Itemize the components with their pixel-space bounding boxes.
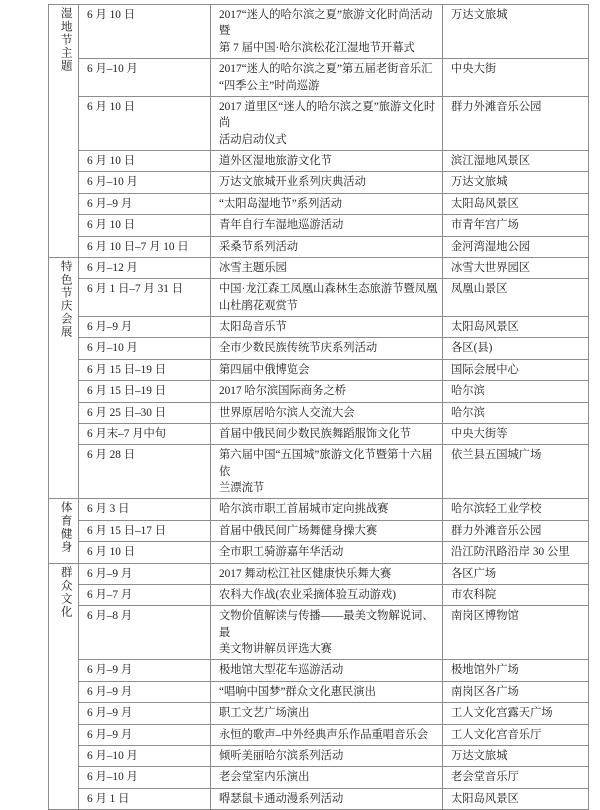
activity-name-cell — [211, 279, 443, 317]
category-cell — [49, 5, 79, 258]
table-row — [49, 359, 589, 380]
activity-name-line-1: 首届中俄民间少数民族舞蹈服饰文化节 — [219, 427, 412, 440]
activity-name-line-2: “四季公主”时尚巡游 — [219, 79, 320, 92]
venue-cell: 金河湾湿地公园 — [443, 236, 589, 257]
activity-name-line-1: 2017“迷人的哈尔滨之夏”旅游文化时尚活动暨 — [219, 9, 433, 38]
activity-name-line-1: 万达文旅城开业系列庆典活动 — [219, 176, 366, 189]
activity-name-line-1: 倾听美丽哈尔滨系列活动 — [219, 749, 344, 762]
activity-name-line-1: 老会堂室内乐演出 — [219, 771, 310, 784]
date-cell: 6 月–8 月 — [79, 606, 211, 660]
activity-name-line-1: “太阳岛湿地节”系列活动 — [219, 197, 342, 210]
date-cell: 6 月 15 日–19 日 — [79, 381, 211, 402]
activity-name-line-1: 2017“迷人的哈尔滨之夏”第五届老街音乐汇 — [219, 63, 433, 76]
venue-cell: 哈尔滨轻工业学校 — [443, 499, 589, 520]
venue-cell: 滨江湿地风景区 — [443, 151, 589, 172]
activity-name-line-1: “唱响中国梦”群众文化惠民演出 — [219, 685, 376, 698]
activity-name-cell — [211, 660, 443, 681]
activity-name-cell — [211, 703, 443, 724]
date-cell: 6 月 10 日–7 月 10 日 — [79, 236, 211, 257]
activity-name-line-1: 第四届中俄博览会 — [219, 363, 310, 376]
date-cell: 6 月–9 月 — [79, 703, 211, 724]
table-row — [49, 338, 589, 359]
venue-cell: 国际会展中心 — [443, 359, 589, 380]
date-cell: 6 月 1 日 — [79, 788, 211, 809]
activity-name-line-1: 采桑节系列活动 — [219, 240, 299, 253]
date-cell: 6 月–9 月 — [79, 660, 211, 681]
activity-name-cell — [211, 606, 443, 660]
table-row — [49, 767, 589, 788]
date-cell: 6 月–9 月 — [79, 193, 211, 214]
venue-cell: 市青年宫广场 — [443, 215, 589, 236]
table-row — [49, 5, 589, 59]
venue-cell: 沿江防汛路沿岸 30 公里 — [443, 542, 589, 563]
activity-name-line-1: 中国·龙江森工凤凰山森林生态旅游节暨凤凰 — [219, 283, 438, 296]
activity-name-cell — [211, 423, 443, 444]
date-cell: 6 月 1 日–7 月 31 日 — [79, 279, 211, 317]
date-cell: 6 月 15 日–19 日 — [79, 359, 211, 380]
category-label: 湿地节主题 — [59, 7, 73, 73]
activity-name-cell — [211, 499, 443, 520]
table-row — [49, 563, 589, 584]
date-cell: 6 月–10 月 — [79, 338, 211, 359]
venue-cell: 南岗区博物馆 — [443, 606, 589, 660]
table-row — [49, 542, 589, 563]
activity-name-line-1: 太阳岛音乐节 — [219, 321, 287, 333]
activity-name-line-1: 青年自行车湿地巡游活动 — [219, 219, 344, 232]
event-schedule-table — [48, 4, 589, 810]
activity-name-line-1: 极地馆大型花车巡游活动 — [219, 664, 344, 677]
date-cell: 6 月–9 月 — [79, 563, 211, 584]
date-cell: 6 月–10 月 — [79, 767, 211, 788]
activity-name-cell — [211, 788, 443, 809]
date-cell: 6 月–9 月 — [79, 317, 211, 338]
venue-cell: 各区广场 — [443, 563, 589, 584]
activity-name-line-1: 冰雪主题乐园 — [219, 261, 287, 274]
table-row — [49, 215, 589, 236]
venue-cell: 中央大街 — [443, 59, 589, 97]
activity-name-cell — [211, 59, 443, 97]
venue-cell: 万达文旅城 — [443, 5, 589, 59]
category-cell — [49, 257, 79, 499]
activity-name-cell — [211, 563, 443, 584]
activity-name-line-1: 农科大作战(农业采摘体验互动游戏) — [219, 588, 396, 601]
activity-name-cell — [211, 359, 443, 380]
category-label: 特色节庆会展 — [59, 259, 73, 339]
activity-name-line-1: 2017 哈尔滨国际商务之桥 — [219, 385, 347, 398]
venue-cell: 各区(县) — [443, 338, 589, 359]
activity-name-cell — [211, 584, 443, 605]
activity-name-cell — [211, 402, 443, 423]
activity-name-cell — [211, 381, 443, 402]
activity-name-cell — [211, 745, 443, 766]
activity-name-line-1: 道外区湿地旅游文化节 — [219, 155, 332, 167]
category-cell — [49, 499, 79, 563]
activity-name-cell — [211, 542, 443, 563]
table-row — [49, 257, 589, 278]
activity-name-cell — [211, 520, 443, 541]
table-row — [49, 724, 589, 745]
date-cell: 6 月 3 日 — [79, 499, 211, 520]
table-row — [49, 703, 589, 724]
venue-cell: 哈尔滨 — [443, 381, 589, 402]
table-row — [49, 445, 589, 499]
date-cell: 6 月–10 月 — [79, 172, 211, 193]
venue-cell: 群力外滩音乐公园 — [443, 520, 589, 541]
activity-name-line-1: 世界原居哈尔滨人交流大会 — [219, 406, 355, 419]
venue-cell: 哈尔滨 — [443, 402, 589, 423]
venue-cell: 冰雪大世界园区 — [443, 257, 589, 278]
activity-name-cell — [211, 172, 443, 193]
activity-name-line-1: 哈尔滨市职工首届城市定向挑战赛 — [219, 503, 389, 516]
activity-name-line-1: 首届中俄民间广场舞健身操大赛 — [219, 524, 378, 537]
table-row — [49, 236, 589, 257]
date-cell: 6 月 28 日 — [79, 445, 211, 499]
activity-name-cell — [211, 151, 443, 172]
venue-cell: 万达文旅城 — [443, 745, 589, 766]
table-row — [49, 96, 589, 150]
venue-cell: 极地馆外广场 — [443, 660, 589, 681]
date-cell: 6 月末–7 月中旬 — [79, 423, 211, 444]
venue-cell: 老会堂音乐厅 — [443, 767, 589, 788]
activity-name-cell — [211, 257, 443, 278]
venue-cell: 中央大街等 — [443, 423, 589, 444]
date-cell: 6 月–9 月 — [79, 681, 211, 702]
activity-name-cell — [211, 681, 443, 702]
activity-name-cell — [211, 317, 443, 338]
venue-cell: 市农科院 — [443, 584, 589, 605]
table-row — [49, 745, 589, 766]
venue-cell: 依兰县五国城广场 — [443, 445, 589, 499]
date-cell: 6 月 10 日 — [79, 542, 211, 563]
date-cell: 6 月 10 日 — [79, 151, 211, 172]
table-row — [49, 59, 589, 97]
activity-name-line-1: 全市职工骑游嘉年华活动 — [219, 546, 344, 559]
venue-cell: 工人文化宫露天广场 — [443, 703, 589, 724]
category-cell — [49, 563, 79, 810]
activity-name-line-2: 兰漂流节 — [219, 482, 265, 494]
table-row — [49, 151, 589, 172]
date-cell: 6 月 10 日 — [79, 5, 211, 59]
activity-name-line-1: 嘚瑟鼠卡通动漫系列活动 — [219, 792, 344, 805]
table-row — [49, 193, 589, 214]
date-cell: 6 月–10 月 — [79, 59, 211, 97]
category-label: 体育健身 — [59, 501, 73, 554]
table-row — [49, 660, 589, 681]
table-row — [49, 279, 589, 317]
date-cell: 6 月–9 月 — [79, 724, 211, 745]
activity-name-line-2: 美文物讲解员评选大赛 — [219, 643, 332, 655]
activity-name-cell — [211, 445, 443, 499]
table-row — [49, 499, 589, 520]
venue-cell: 南岗区各广场 — [443, 681, 589, 702]
date-cell: 6 月 10 日 — [79, 215, 211, 236]
activity-name-line-1: 2017 舞动松江社区健康快乐舞大赛 — [219, 567, 392, 580]
table-body — [49, 5, 589, 810]
table-row — [49, 584, 589, 605]
venue-cell: 群力外滩音乐公园 — [443, 96, 589, 150]
date-cell: 6 月 15 日–17 日 — [79, 520, 211, 541]
activity-name-line-2: 活动启动仪式 — [219, 133, 287, 146]
activity-name-line-2: 山杜鹃花观赏节 — [219, 299, 299, 312]
date-cell: 6 月 10 日 — [79, 96, 211, 150]
venue-cell: 太阳岛风景区 — [443, 193, 589, 214]
table-row — [49, 681, 589, 702]
activity-name-cell — [211, 236, 443, 257]
activity-name-cell — [211, 215, 443, 236]
activity-name-line-2: 第 7 届中国·哈尔滨松花江湿地节开幕式 — [219, 41, 415, 54]
date-cell: 6 月–7 月 — [79, 584, 211, 605]
venue-cell: 凤凰山景区 — [443, 279, 589, 317]
category-label: 群众文化 — [59, 565, 73, 618]
date-cell: 6 月 25 日–30 日 — [79, 402, 211, 423]
activity-name-line-1: 第六届中国“五国城”旅游文化节暨第十六届依 — [219, 449, 433, 478]
table-row — [49, 381, 589, 402]
table-row — [49, 606, 589, 660]
venue-cell: 太阳岛风景区 — [443, 788, 589, 809]
table-row — [49, 402, 589, 423]
venue-cell: 万达文旅城 — [443, 172, 589, 193]
activity-name-cell — [211, 193, 443, 214]
activity-name-line-1: 2017 道里区“迷人的哈尔滨之夏”旅游文化时尚 — [219, 100, 436, 130]
activity-name-line-1: 文物价值解读与传播——最美文物解说词、最 — [219, 610, 434, 639]
venue-cell: 太阳岛风景区 — [443, 317, 589, 338]
table-row — [49, 317, 589, 338]
activity-name-line-1: 永恒的歌声–中外经典声乐作品重唱音乐会 — [219, 728, 428, 741]
activity-name-cell — [211, 5, 443, 59]
activity-name-cell — [211, 767, 443, 788]
table-row — [49, 788, 589, 809]
date-cell: 6 月–10 月 — [79, 745, 211, 766]
activity-name-line-1: 全市少数民族传统节庆系列活动 — [219, 342, 378, 355]
venue-cell: 工人文化宫音乐厅 — [443, 724, 589, 745]
activity-name-cell — [211, 338, 443, 359]
activity-name-line-1: 职工文艺广场演出 — [219, 707, 310, 720]
table-row — [49, 423, 589, 444]
table-row — [49, 172, 589, 193]
activity-name-cell — [211, 96, 443, 150]
table-row — [49, 520, 589, 541]
activity-name-cell — [211, 724, 443, 745]
date-cell: 6 月–12 月 — [79, 257, 211, 278]
